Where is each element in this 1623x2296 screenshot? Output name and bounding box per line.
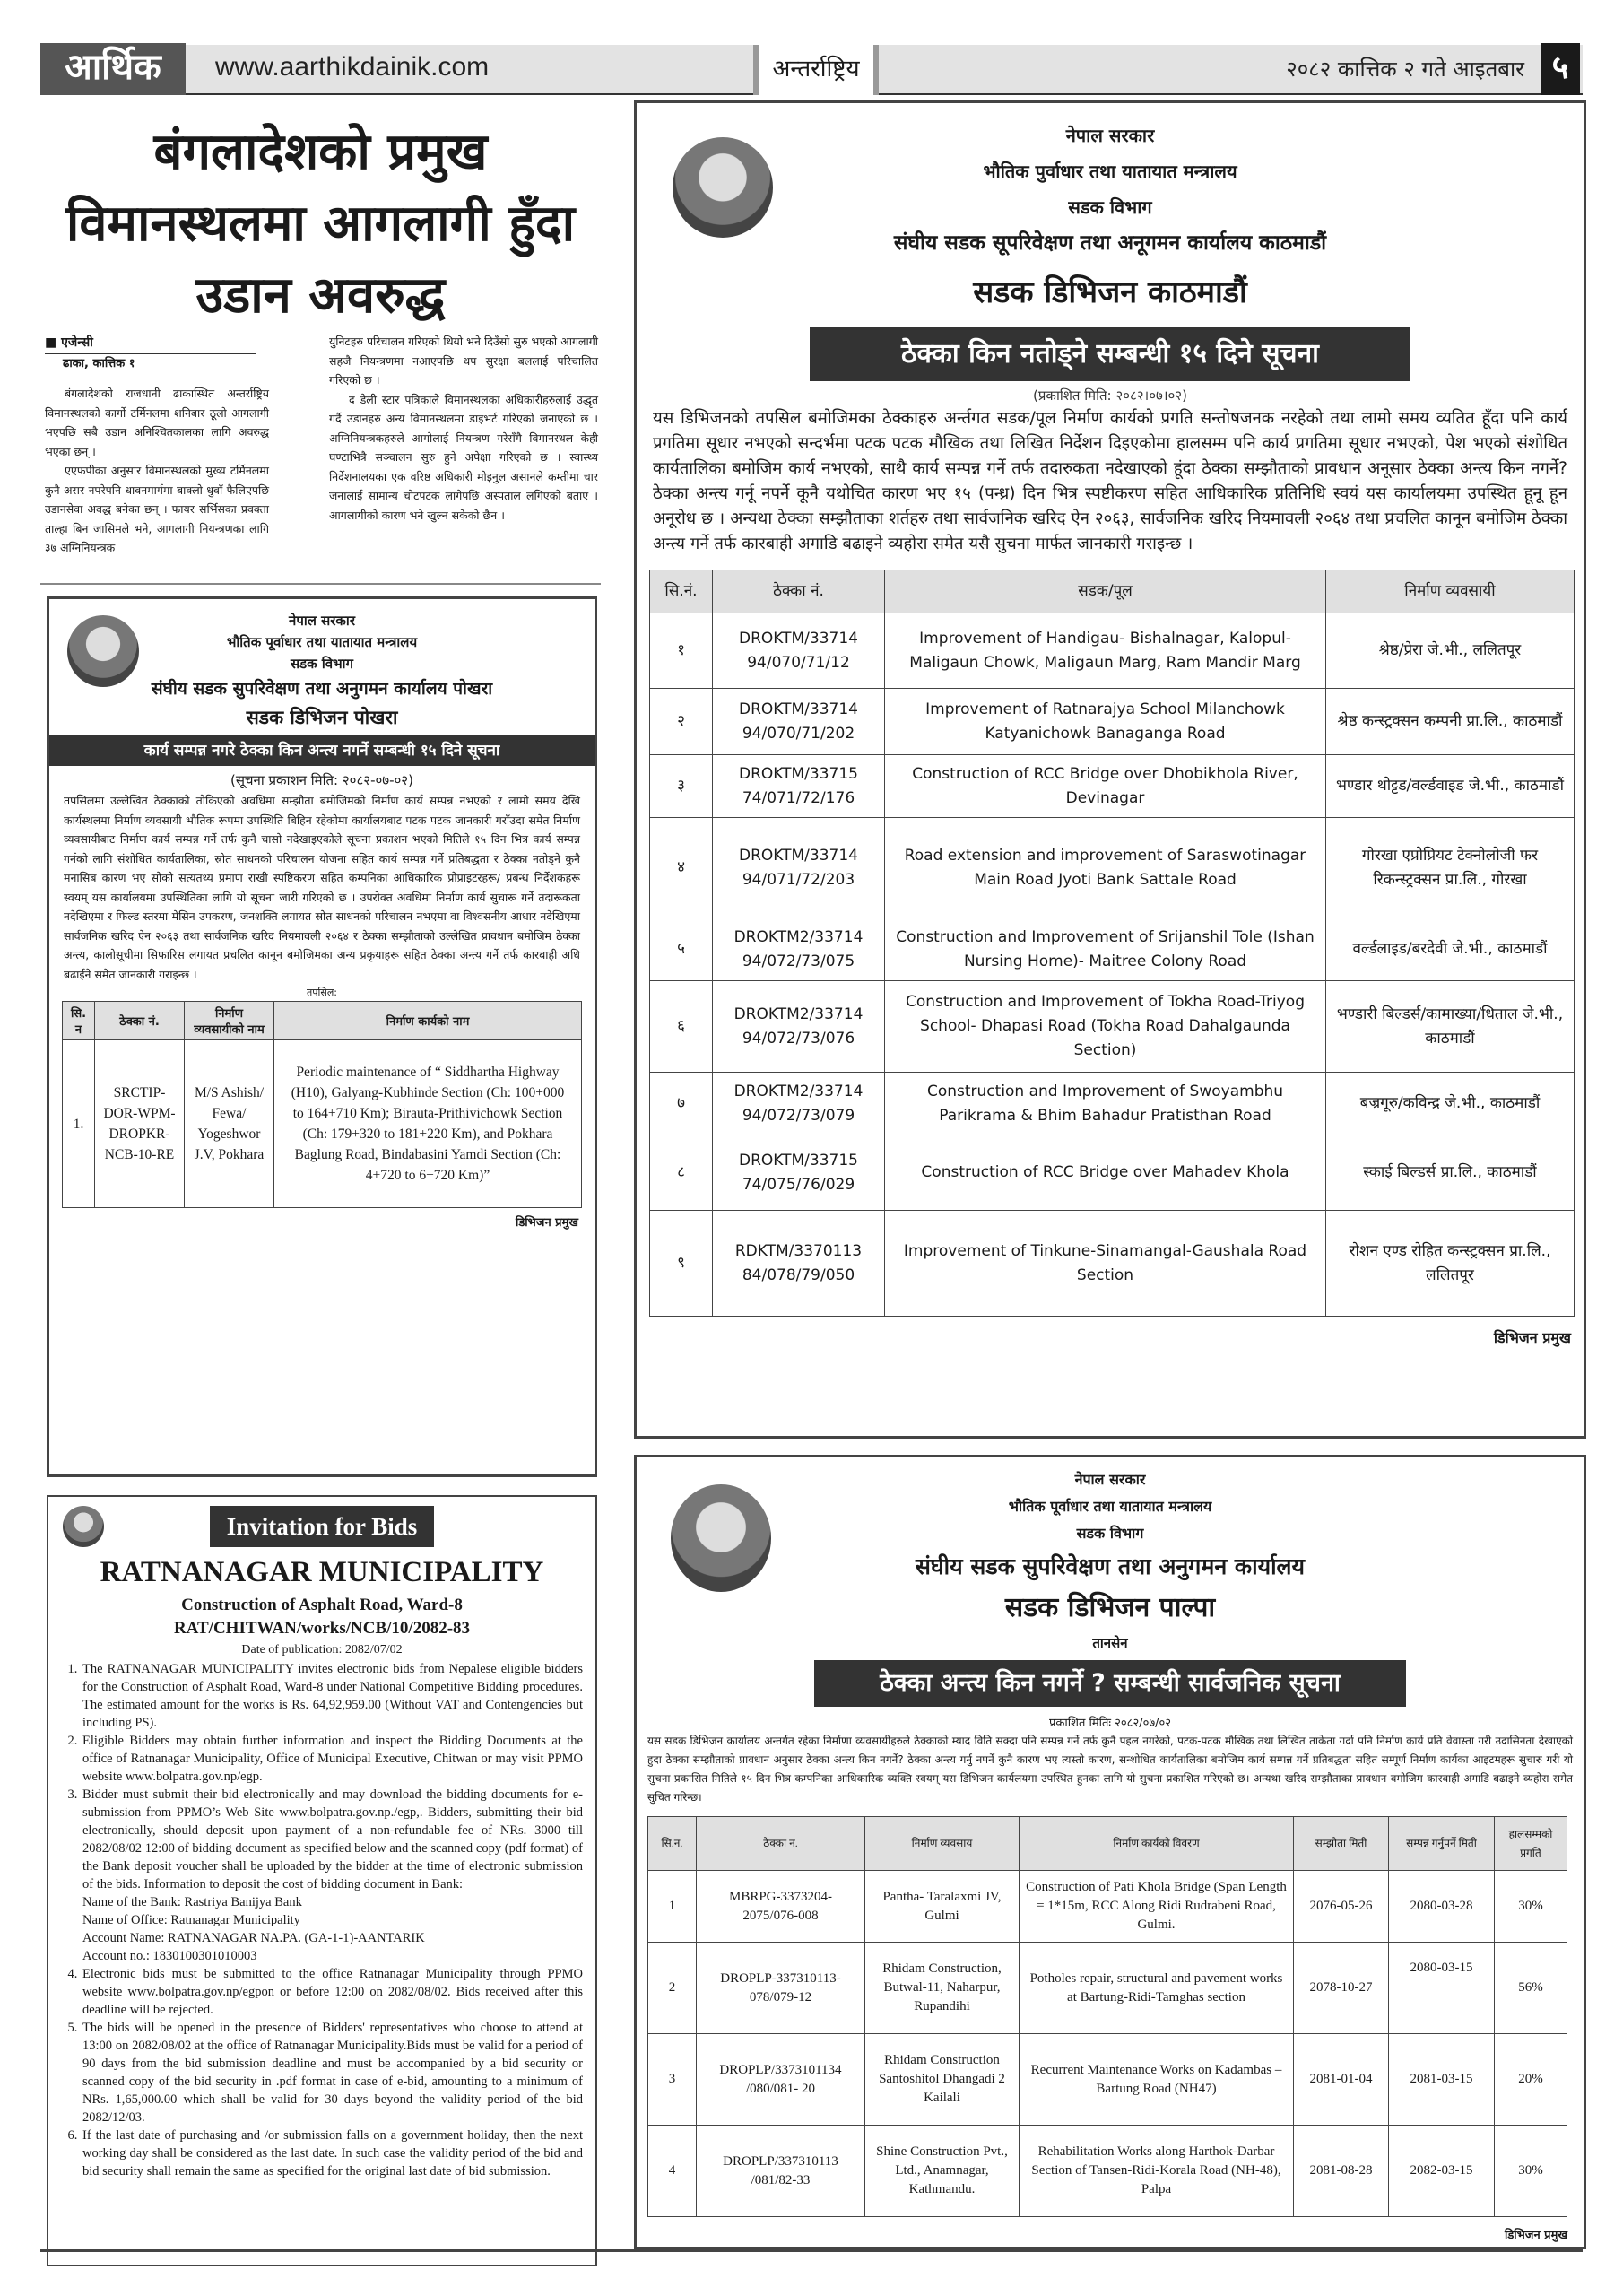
notice-pokhara	[47, 596, 597, 1477]
location: तानसेन	[1092, 1635, 1128, 1651]
table-row: 2 DROPLP-337310113-078/079-12 Rhidam Construction, Butwal-11, Naharpur, Rupandihi Potholes repair, structural and pavement works at Bartung-Ridi-Tamghas section 2078-10-27 2080-03-15 56%	[648, 1943, 1567, 2034]
article-paragraph: द डेली स्टार पत्रिकाले विमानस्थलका अधिकारीहरुलाई उद्धृत गर्दै उडानहरु अन्य विमानस्थलमा डाइभर्ट गरिएको जनाएको छ । अग्निनियन्त्रकहरुले आगोलाई नियन्त्रण गरेसँगै विमानस्थल केही घण्टाभित्रै सञ्चालन सुरु हुने अपेक्षा गरिएको छ । स्वास्थ्य निर्देशनालयका एक वरिष्ठ अधिकारी मोइनुल असानले कम्तीमा चार जनालाई सामान्य चोटपटक लागेपछि अस्पताल लगिएको बताए । आगलागीको कारण भने खुल्न सकेको छैन ।	[329, 392, 598, 522]
bid-banner: Invitation for Bids	[210, 1506, 434, 1547]
article-paragraph: युनिटहरु परिचालन गरिएको थियो भने दिउँसो सुरु भएको आगलागी सहजै नियन्त्रणमा नआएपछि थप सुरक्षा बललाई परिचालित गरिएको छ ।	[329, 335, 598, 387]
nepal-emblem-icon	[63, 1506, 104, 1547]
table-row: 1. SRCTIP-DOR-WPM-DROPKR-NCB-10-RE M/S Ashish/ Fewa/ Yogeshwor J.V, Pokhara Periodic maintenance of “ Siddhartha Highway (H10), Galyang-Kubhinde Section (Ch: 100+000 to 164+710 Km); Birauta-Prithivichowk Section (Ch: 179+320 to 181+220 Km), and Pokhara Baglung Road, Bindabasini Yamdi Section (Ch: 4+720 to 6+720 Km)”	[63, 1040, 582, 1208]
divider	[40, 583, 601, 585]
contract-table	[62, 1001, 582, 1208]
table-header-row: सि.न. ठेक्का न. निर्माण व्यवसाय निर्माण कार्यको विवरण सम्झौता मिती सम्पन्न गर्नुपर्ने मिती हालसम्मको प्रगति	[648, 1817, 1567, 1871]
table-row: 1 MBRPG-3373204-2075/076-008 Pantha- Taralaxmi JV, Gulmi Construction of Pati Khola Bridge (Span Length = 1*15m, RCC Along Ridi Rudrabeni Road, Gulmi. 2076-05-26 2080-03-28 30%	[648, 1871, 1567, 1943]
issue-date: २०८२ कात्तिक २ गते आइतबार	[1286, 57, 1524, 82]
publication-date: (प्रकाशित मिति: २०८२।०७।०२)	[1033, 387, 1187, 404]
page-bottom-rule	[40, 2249, 1583, 2252]
bid-term: 1. The RATNANAGAR MUNICIPALITY invites electronic bids from Nepalese eligible bidders for the Construction of Asphalt Road, Ward-8 under National Competitive Bidding procedures. The estimated amount for the works is Rs. 64,92,959.00 (Without VAT and Contengencies but including PS).	[81, 1660, 583, 1732]
headline-line: उडान अवरुद्ध	[195, 266, 446, 325]
table-row: २ DROKTM/33714 94/070/71/202 Improvement of Ratnarajya School Milanchowk Katyanichowk Banaganga Road श्रेष्ठ कन्स्ट्रक्सन कम्पनी प्रा.लि., काठमाडौं	[650, 689, 1575, 755]
bid-term: 3. Bidder must submit their bid electronically and may download the bidding documents for e-submission from PPMO’s Web Site www.bolpatra.gov.np./egp,. Bidders, submitting their bid electronically, should deposit upon payment of a non-refundable fee of NRs. 3000 till 2082/08/02 12:00 of bidding document as specified below and the scanned copy (pdf format) of the Bank deposit voucher shall be uploaded by the bidder at the time of electronic submission of the bids. Information to deposit the cost of bidding document in Bank: Name of the Bank: Rastriya Banijya Bank Name of Office: Ratnanagar Municipality Account Name: RATNANAGAR NA.PA. (GA-1-1)-AANTARIK Account no.: 1830100301010003	[81, 1786, 583, 1965]
nepal-emblem-icon	[67, 615, 139, 687]
website-url: www.aarthikdainik.com	[215, 52, 490, 82]
article-column-1	[45, 384, 269, 558]
section-label: अन्तर्राष्ट्रिय	[753, 45, 879, 95]
notice-kathmandu	[634, 100, 1586, 1439]
bid-notice	[47, 1495, 597, 2266]
bank-name: Name of the Bank: Rastriya Banijya Bank	[82, 1895, 302, 1909]
division-name: सडक डिभिजन पोखरा	[246, 707, 398, 728]
nepal-emblem-icon	[673, 137, 773, 238]
bid-terms-list	[48, 1660, 595, 2180]
project-title: Construction of Asphalt Road, Ward-8	[181, 1596, 463, 1614]
notice-line: भौतिक पूर्वाधार तथा यातायात मन्त्रालय	[226, 634, 418, 650]
publication-date: Date of publication: 2082/07/02	[241, 1643, 403, 1657]
publication-date: प्रकाशित मितिः २०८२/०७/०२	[1048, 1717, 1171, 1730]
bid-term: 5. The bids will be opened in the presence of Bidders' representatives who choose to attend at 13:00 on 2082/08/02 at the office of Ratnanagar Municipality.Bids must be valid for a period of 90 days from the bid submission deadline and must be accompanied by a bid security or scanned copy of the bid security in .pdf format in case of e-bid, amounting to a minimum of NRs. 1,65,000.00 which shall be valid for 30 days beyond the validity period of the bid 2082/12/03.	[81, 2019, 583, 2126]
notice-line: सडक विभाग	[1068, 196, 1152, 218]
notice-body: यस सडक डिभिजन कार्यालय अन्तर्गत रहेका निर्माणा व्यवसायीहरुले ठेक्काको म्याद विति सक्दा पनि सम्पन्न गर्ने तर्फ कुनै पहल नगरेको, पटक-पटक मौखिक तथा लिखित ताकेता गर्दा पनि निर्माण कार्य प्रति वेवास्ता गरी उदासिनता देखाएको हुदा ठेक्का सम्झौताको प्रावधान अनुसार ठेक्का अन्त्य किन नगर्ने? ठेक्का अन्त्य गर्नु नपर्ने कुनै कारण भए त्यस्तो कारण, सन्शोधित कार्यतालिका बमोजिम कार्य सम्पन्न गर्ने प्रतिबद्धता सहित सम्पूर्ण निर्माण कार्यका आइटमहरू सुचारु गरी यो सुचना प्रकासित मितिले १५ दिन भित्र कम्पनिका आधिकारिक व्यक्ति स्वयम् यस डिभिजन कार्यलयमा उपस्थित हुनका लागि यो सुचना प्रकाशित गरिएको छ। अन्यथा खरिद सम्झौताका प्रावधान वमोजिम कारवाही अगाडि बढाइने व्यहोरा समेत सुचित गरिन्छ।	[647, 1735, 1573, 1804]
division-name: सडक डिभिजन पाल्पा	[1004, 1592, 1216, 1623]
news-headline	[40, 117, 601, 332]
article-paragraph: एएफपीका अनुसार विमानस्थलको मुख्य टर्मिनलमा कुनै असर नपरेपनि धावनमार्गमा बाक्लो धुवाँ फैलिएपछि उडानसेवा अवद्ध बनेका छन् । फायर सर्भिसका प्रवक्ता ताल्हा बिन जासिमले भने, आगलागी नियन्त्रणका लागि ३७ अग्निनियन्त्रक	[45, 464, 269, 554]
table-row: ४ DROKTM/33714 94/071/72/203 Road extension and improvement of Saraswotinagar Main Road Jyoti Bank Sattale Road गोरखा एप्रोप्रियट टेक्नोलोजी फर रिकन्स्ट्रक्सन प्रा.लि., गोरखा	[650, 818, 1575, 918]
bid-term: 2. Eligible Bidders may obtain further information and inspect the Bidding Documents at the office of Ratnanagar Municipality, Office of Municipal Executive, Chitwan or may visit PPMO website www.bolpatra.gov.np/egp.	[81, 1732, 583, 1786]
office-name: संघीय सडक सुपरिवेक्षण तथा अनुगमन कार्यालय पोखरा	[151, 679, 493, 699]
notice-body: यस डिभिजनको तपसिल बमोजिमका ठेक्काहरु अर्न्तगत सडक/पूल निर्माण कार्यको प्रगति सन्तोषजनक नरहेको तथा लामो समय व्यतित हूँदा पनि कार्य प्रगतिमा सूधार नभएको सन्दर्भमा पटक पटक मौखिक तथा लिखित निर्देशन दिइएकोमा हालसम्म पनि कार्य प्रगतिमा सूधार नभएको, पेश भएको संशोधित कार्यतालिका बमोजिम कार्य नभएको, साथै कार्य सम्पन्न गर्ने तर्फ तदारुकता नदेखाएको हूंदा ठेक्का सम्झौताको प्रावधान अनूसार ठेक्का अन्त्य किन नगर्ने? ठेक्का अन्त्य गर्नू नपर्ने कूनै यथोचित कारण भए १५ (पन्ध्र) दिन भित्र स्पष्टीकरण सहित आधिकारिक प्रतिनिधि स्वयं यस कार्यालयमा उपस्थित हूनू हून अनूरोध छ । अन्यथा ठेक्का सम्झौताका शर्तहरु तथा सार्वजनिक खरिद ऐन २०६३, सार्वजनिक खरिद नियमावली २०६४ तथा प्रचलित कानून बमोजिम ठेक्का अन्त्य गर्ने तर्फ कारबाही अगाडि बढाइने व्यहोरा समेत यसै सुचना मार्फत जानकारी गराइन्छ ।	[653, 409, 1567, 553]
table-row: ५ DROKTM2/33714 94/072/73/075 Construction and Improvement of Srijanshil Tole (Ishan Nursing Home)- Maitree Colony Road वर्ल्डलाइड/बरदेवी जे.भी., काठमाडौं	[650, 918, 1575, 981]
notice-line: नेपाल सरकार	[289, 613, 355, 629]
nepal-emblem-icon	[671, 1484, 771, 1592]
account-number: Account no.: 1830100301010003	[82, 1949, 257, 1963]
table-row: 3 DROPLP/3373101134 /080/081- 20 Rhidam Construction Santoshitol Dhangadi 2 Kailali Recurrent Maintenance Works on Kadambas –Bartung Road (NH47) 2081-01-04 2081-03-15 20%	[648, 2034, 1567, 2126]
bid-term: 4. Electronic bids must be submitted to the office Ratnanagar Municipality through PPMO website www.bolpatra.gov.np/egpon or before 12:00 on 2082/08/02. Bids received after this deadline will be rejected.	[81, 1965, 583, 2019]
agency-byline: ■ एजेन्सी	[45, 334, 256, 354]
division-name: सडक डिभिजन काठमाडौं	[973, 274, 1247, 310]
table-header-row: सि. न ठेक्का नं. निर्माण व्यवसायीको नाम निर्माण कार्यको नाम	[63, 1002, 582, 1040]
signature: डिभिजन प्रमुख	[1493, 1329, 1571, 1346]
notice-line: नेपाल सरकार	[1065, 125, 1155, 146]
notice-line: भौतिक पूर्वाधार तथा यातायात मन्त्रालय	[1008, 1498, 1212, 1515]
project-ref: RAT/CHITWAN/works/NCB/10/2082-83	[173, 1619, 471, 1638]
newspaper-logo: आर्थिक	[40, 43, 186, 95]
table-row: १ DROKTM/33714 94/070/71/12 Improvement of Handigau- Bishalnagar, Kalopul-Maligaun Chowk, Maligaun Marg, Ram Mandir Marg श्रेष्ठ/प्रेरा जे.भी., ललितपूर	[650, 613, 1575, 689]
signature: डिभिजन प्रमुख	[515, 1216, 578, 1230]
office-name: संघीय सडक सूपरिवेक्षण तथा अनूगमन कार्यालय काठमाडौं	[893, 231, 1327, 255]
square-bullet-icon: ■	[45, 335, 62, 350]
office-name: संघीय सडक सुपरिवेक्षण तथा अनुगमन कार्यालय	[915, 1553, 1306, 1579]
notice-line: नेपाल सरकार	[1074, 1471, 1146, 1488]
notice-banner: ठेक्का किन नतोड्ने सम्बन्धी १५ दिने सूचना	[810, 327, 1410, 381]
bank-office: Name of Office: Ratnanagar Municipality	[82, 1913, 300, 1927]
notice-banner: कार्य सम्पन्न नगरे ठेक्का किन अन्त्य नगर्ने सम्बन्धी १५ दिने सूचना	[49, 735, 595, 766]
table-row: ७ DROKTM2/33714 94/072/73/079 Construction and Improvement of Swoyambhu Parikrama & Bhim Bahadur Pratisthan Road बज्रगूरु/कविन्द्र जे.भी., काठमाडौं	[650, 1073, 1575, 1135]
notice-line: सडक विभाग	[290, 656, 353, 672]
municipality-name: RATNANAGAR MUNICIPALITY	[100, 1556, 544, 1588]
dateline: ढाका, कात्तिक १	[63, 357, 135, 370]
schedule-label: तपसिल:	[307, 987, 337, 998]
table-row: ८ DROKTM/33715 74/075/76/029 Construction of RCC Bridge over Mahadev Khola स्काई बिल्डर्स प्रा.लि., काठमाडौं	[650, 1135, 1575, 1211]
article-paragraph: बंगलादेशको राजधानी ढाकास्थित अन्तर्राष्ट्रिय विमानस्थलको कार्गो टर्मिनलमा शनिबार ठूलो आगलागी भएपछि सबै उडान अनिश्चितकालका लागि अवरुद्ध भएका छन् ।	[45, 387, 269, 458]
headline-line: बंगलादेशको प्रमुख	[153, 123, 488, 181]
notice-body: तपसिलमा उल्लेखित ठेक्काको तोकिएको अवधिमा सम्झौता बमोजिमको निर्माण कार्य सम्पन्न नभएको र लामो समय देखि कार्यस्थलमा निर्माण व्यवसायी भौतिक रूपमा उपस्थिति बिहिन रहेकोमा कार्यालयबाट पटक पटक जानकारी गराँउदा समेत निर्माण व्यवसायीबाट निर्माण कार्य सम्पन्न गर्ने तर्फ कुनै चासो नदेखाइएकोले सूचना प्रकाशन भएको मितिले १५ दिन भित्र कार्य सम्पन्न गर्नको लागि संशोधित कार्यतालिका, स्रोत साधनको परिचालन योजना सहित कार्य सम्पन्न गर्ने प्रतिबद्धता र ठेक्का नतोड्ने कुनै मनासिब कारण भए सोको सत्यतथ्य प्रमाण राखी स्पष्टिकरण सहित कम्पनिका आधिकारिक प्रोप्राइटरहरू/ प्रबन्ध निर्देशकहरू स्वयम् यस कार्यालयमा उपस्थितिका लागि यो सूचना जारी गरिएको छ । उपरोक्त अवधिमा निर्माण कार्य सुचारू गर्ने तदारूकता नदेखिएमा र फिल्ड स्तरमा मेसिन उपकरण, जनशक्ति लगायत स्रोत साधनको परिचालन नभएमा वा विश्वसनीय आधार नदेखिएमा सार्वजनिक खरिद ऐन २०६३ तथा सार्वजनिक खरिद नियमावली २०६४ र ठेक्का सम्झौताको उल्लेखित प्रावधान बमोजिम ठेक्का अन्त्य, कालोसूचीमा सिफारिस लगायत प्रचलित कानून बमोजिमका अन्य प्रकृयाहरू सहित ठेक्का अन्त्य गर्ने तर्फ कारबाही अधि बढाईने समेत जानकारी गराइन्छ ।	[64, 794, 580, 981]
table-header-row: सि.नं. ठेक्का नं. सडक/पूल निर्माण व्यवसायी	[650, 570, 1575, 613]
table-row: 4 DROPLP/337310113 /081/82-33 Shine Construction Pvt., Ltd., Anamnagar, Kathmandu. Rehabilitation Works along Harthok-Darbar Section of Tansen-Ridi-Korala Road (NH-48), Palpa 2081-08-28 2082-03-15 30%	[648, 2126, 1567, 2217]
notice-palpa	[634, 1455, 1586, 2249]
notice-banner: ठेक्का अन्त्य किन नगर्ने ? सम्बन्धी सार्वजनिक सूचना	[814, 1660, 1406, 1707]
publication-date: (सूचना प्रकाशन मिति: २०८२-०७-०२)	[230, 772, 413, 788]
article-column-2	[329, 332, 598, 525]
notice-line: सडक विभाग	[1076, 1525, 1144, 1542]
table-row: ३ DROKTM/33715 74/071/72/176 Construction of RCC Bridge over Dhobikhola River, Devinagar भण्डार थोट्टड/वर्ल्डवाइड जे.भी., काठमाडौं	[650, 755, 1575, 818]
page-number: ५	[1541, 43, 1580, 95]
contract-table	[649, 570, 1575, 1317]
table-row: ९ RDKTM/3370113 84/078/79/050 Improvement of Tinkune-Sinamangal-Gaushala Road Section रोशन एण्ड रोहित कन्स्ट्रक्सन प्रा.लि., ललितपूर	[650, 1211, 1575, 1317]
notice-line: भौतिक पुर्वाधार तथा यातायात मन्त्रालय	[983, 161, 1237, 182]
bid-term: 6. If the last date of purchasing and /or submission falls on a government holiday, then the next working day shall be considered as the last date. In such case the validity period of the bid and bid security shall remain the same as specified for the original last date of bid submission.	[81, 2126, 583, 2180]
table-row: ६ DROKTM2/33714 94/072/73/076 Construction and Improvement of Tokha Road-Triyog School- Dhapasi Road (Tokha Road Dahalgaunda Section) भण्डारी बिल्डर्स/कामाख्या/धिताल जे.भी., काठमाडौं	[650, 981, 1575, 1073]
account-name: Account Name: RATNANAGAR NA.PA. (GA-1-1)-AANTARIK	[82, 1931, 425, 1945]
headline-line: विमानस्थलमा आगलागी हुँदा	[65, 195, 576, 253]
contract-table	[647, 1816, 1567, 2217]
signature: डिभिजन प्रमुख	[1504, 2229, 1567, 2242]
